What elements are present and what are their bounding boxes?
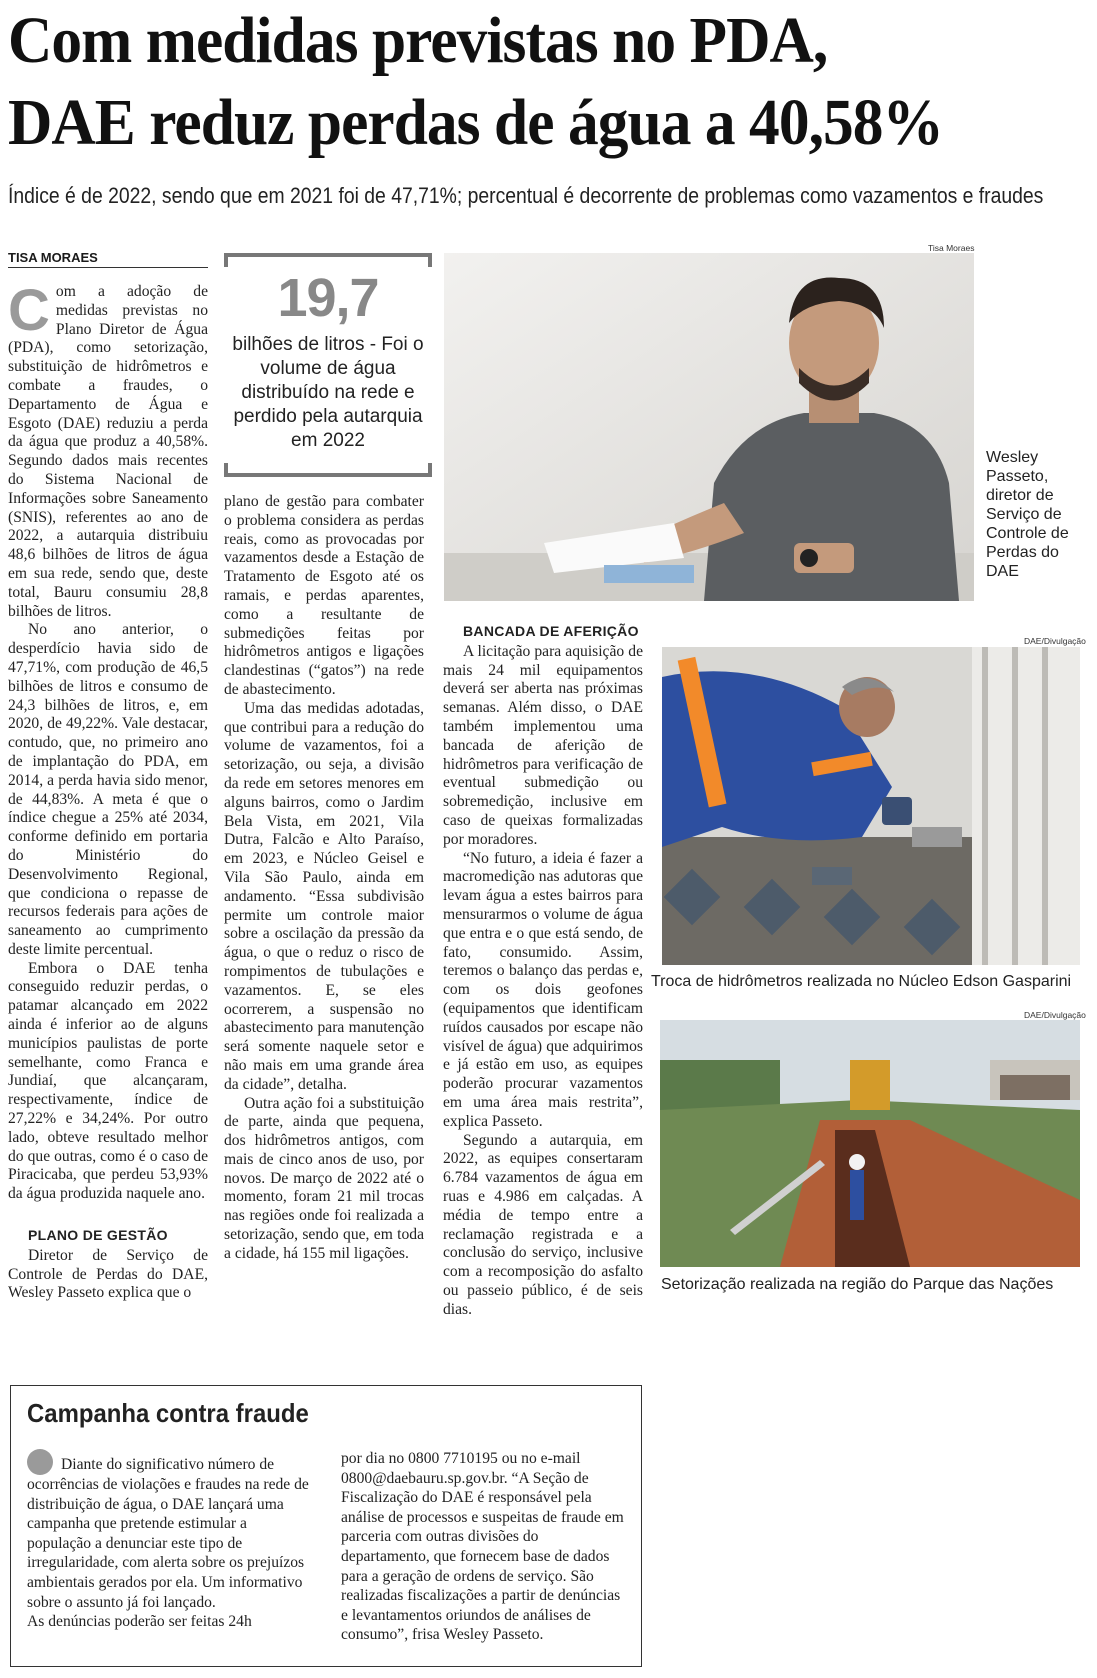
- callout-text: bilhões de litros - Foi o volume de água distribuído na rede e perdido pela autarquia em 2022: [232, 334, 424, 451]
- photo-credit: DAE/Divulgação: [1024, 636, 1086, 646]
- paragraph: No ano anterior, o desperdício havia sido de 47,71%, com produção de 46,5 bilhões de litros e consumo de 24,3 bilhões de litros, e, em 2020, de 49,22%. Vale destacar, contudo, que, no primeiro ano de implantação do PDA, em 2014, a perda havia sido menor, de 44,83%. A meta é que o índice chegue a 25% até 2034, conforme definido em portaria do Ministério do Desenvolvimento Regional, que condiciona o repasse de recursos federais para ações de saneamento ao cumprimento deste limite percentual.: [8, 621, 208, 958]
- paragraph: plano de gestão para combater o problema considera as perdas reais, como as provocadas por vazamentos desde a Estação de Tratamento de Esgoto até os ramais, e perdas aparentes, como a resultante de submedições feitas por hidrômetros antigos e ligações clandestinas (“gatos”) na rede de abastecimento.: [224, 493, 424, 698]
- photo-wesley-passeto: [444, 253, 974, 601]
- campaign-title: Campanha contra fraude: [27, 1398, 309, 1428]
- photo2-caption: Troca de hidrômetros realizada no Núcleo Edson Gasparini: [651, 973, 1072, 990]
- headline-line-1: Com medidas previstas no PDA,: [8, 4, 828, 77]
- campaign-column-right: [341, 1449, 626, 1645]
- paragraph: Embora o DAE tenha conseguido reduzir perdas, o patamar alcançado em 2022 ainda é inferior ao de alguns municípios paulistas de porte semelhante, como Franca e Jundiaí, que alcançaram, respectivamente, índice de 27,22% e 34,24%. Por outro lado, obteve resultado melhor do que outras, como é o caso de Piracicaba, que perdeu 53,93% da água produzida naquele ano.: [8, 959, 208, 1203]
- callout-bracket-bottom: [224, 463, 432, 477]
- callout-number: 19,7: [277, 268, 379, 328]
- article-column-2: [224, 493, 424, 1264]
- photo-sectorization: [660, 1020, 1080, 1267]
- section-title-bancada: BANCADA DE AFERIÇÃO: [463, 623, 639, 639]
- paragraph: Uma das medidas adotadas, que contribui para a redução do volume de vazamentos, foi a setorização, ou seja, a divisão da rede em setores menores em alguns bairros, como o Jardim Bela Vista, em 2021, Vila Dutra, Falcão e Alto Paraíso, em 2023, e Núcleo Geisel e Vila São Paulo, ainda em andamento. “Essa subdivisão permite um controle maior sobre a oscilação da pressão da água, o que o reduz o risco de rompimentos de tubulações e vazamentos. E, se eles ocorrerem, a suspensão no abastecimento para manutenção será somente naquele setor e não mais em uma grande área da cidade”, detalha.: [224, 699, 424, 1093]
- photo1-caption: Wesley Passeto, diretor de Serviço de Controle de Perdas do DAE: [986, 449, 1069, 580]
- paragraph: Segundo a autarquia, em 2022, as equipes consertaram 6.784 vazamentos de água em ruas e 4.986 em calçadas. A média de tempo entre a reclamação registrada e a conclusão do serviço, inclusive com a recomposição do asfalto ou passeio público, é de seis dias.: [443, 1131, 643, 1318]
- byline: TISA MORAES: [8, 250, 208, 268]
- photo-portrait-image: [444, 253, 974, 601]
- campaign-column-left: [27, 1449, 309, 1632]
- article-column-1: [8, 278, 208, 1303]
- paragraph: por dia no 0800 7710195 ou no e-mail 0800@daebauru.sp.gov.br. “A Seção de Fiscalização do DAE é responsável pela análise de processos e suspeitas de fraude em parceria com outras divisões do departamento, que fornecem base de dados para a geração de ordens de serviço. São realizadas fiscalizações a partir de denúncias e levantamentos oriundos de análises de consumo”, frisa Wesley Passeto.: [341, 1450, 624, 1644]
- photo-credit: Tisa Moraes: [928, 243, 975, 253]
- headline-line-2: DAE reduz perdas de água a 40,58%: [8, 86, 943, 159]
- paragraph: Diretor de Serviço de Controle de Perdas do DAE, Wesley Passeto explica que o: [8, 1246, 208, 1302]
- photo-worker-image: [662, 647, 1080, 965]
- paragraph: “No futuro, a ideia é fazer a macromedição nas adutoras que levam água a estes bairros para mensurarmos o volume de água que entra e o que está sendo, de fato, consumido. Assim, teremos o balanço das perdas e, com os dois geofones (equipamentos que identificam ruídos causados por escape não visível de água) que adquirimos e já estão em uso, as equipes poderão procurar vazamentos em uma área mais restrita”, explica Passeto.: [443, 849, 643, 1130]
- drop-cap: C: [8, 278, 50, 343]
- paragraph: A licitação para aquisição de mais 24 mil equipamentos deverá ser aberta nas próximas semanas. Além disso, o DAE também implementou uma bancada de aferição de hidrômetros para verificação de eventual submedição ou sobremedição, inclusive em caso de queixas formalizadas por moradores.: [443, 642, 643, 848]
- photo3-caption: Setorização realizada na região do Parque das Nações: [661, 1276, 1054, 1293]
- paragraph: Diante do significativo número de ocorrências de violações e fraudes na rede de distribuição de água, o DAE lançará uma campanha que pretende estimular a população a denunciar este tipo de irregularidade, com alerta sobre os prejuízos ambientais gerados por ela. Um informativo sobre o assunto já foi lançado.: [27, 1449, 309, 1612]
- subheadline: Índice é de 2022, sendo que em 2021 foi de 47,71%; percentual é decorrente de problemas como vazamentos e fraudes: [8, 183, 1044, 208]
- paragraph: As denúncias poderão ser feitas 24h: [27, 1613, 252, 1631]
- paragraph: Com a adoção de medidas previstas no Plano Diretor de Água (PDA), como setorização, substituição de hidrômetros e combate a fraudes, o Departamento de Água e Esgoto (DAE) reduziu a perda da água que produz a 40,58%. Segundo dados mais recentes do Sistema Nacional de Informações sobre Saneamento (SNIS), referentes ao ano de 2022, a autarquia distribuiu 48,6 bilhões de litros de água em sua rede, sendo que, deste total, Bauru consumiu 28,8 bilhões de litros.: [8, 278, 208, 620]
- section-title-plano: PLANO DE GESTÃO: [28, 1227, 168, 1244]
- bullet-dot-icon: [27, 1449, 53, 1475]
- article-column-3: [443, 622, 643, 1319]
- photo-trench-image: [660, 1020, 1080, 1267]
- photo-credit: DAE/Divulgação: [1024, 1010, 1086, 1020]
- callout-bracket-top: [224, 253, 432, 267]
- campaign-box: [10, 1385, 642, 1667]
- stat-callout: [224, 253, 424, 477]
- paragraph: Outra ação foi a substituição de parte, ainda que pequena, dos hidrômetros antigos, com mais de cinco anos de uso, por novos. De março de 2022 até o momento, foram 21 mil trocas nas regiões onde foi realizada a setorização, sendo que, em toda a cidade, há 155 mil ligações.: [224, 1094, 424, 1262]
- headline: [8, 0, 1017, 164]
- photo-hydrometer-exchange: [662, 647, 1080, 965]
